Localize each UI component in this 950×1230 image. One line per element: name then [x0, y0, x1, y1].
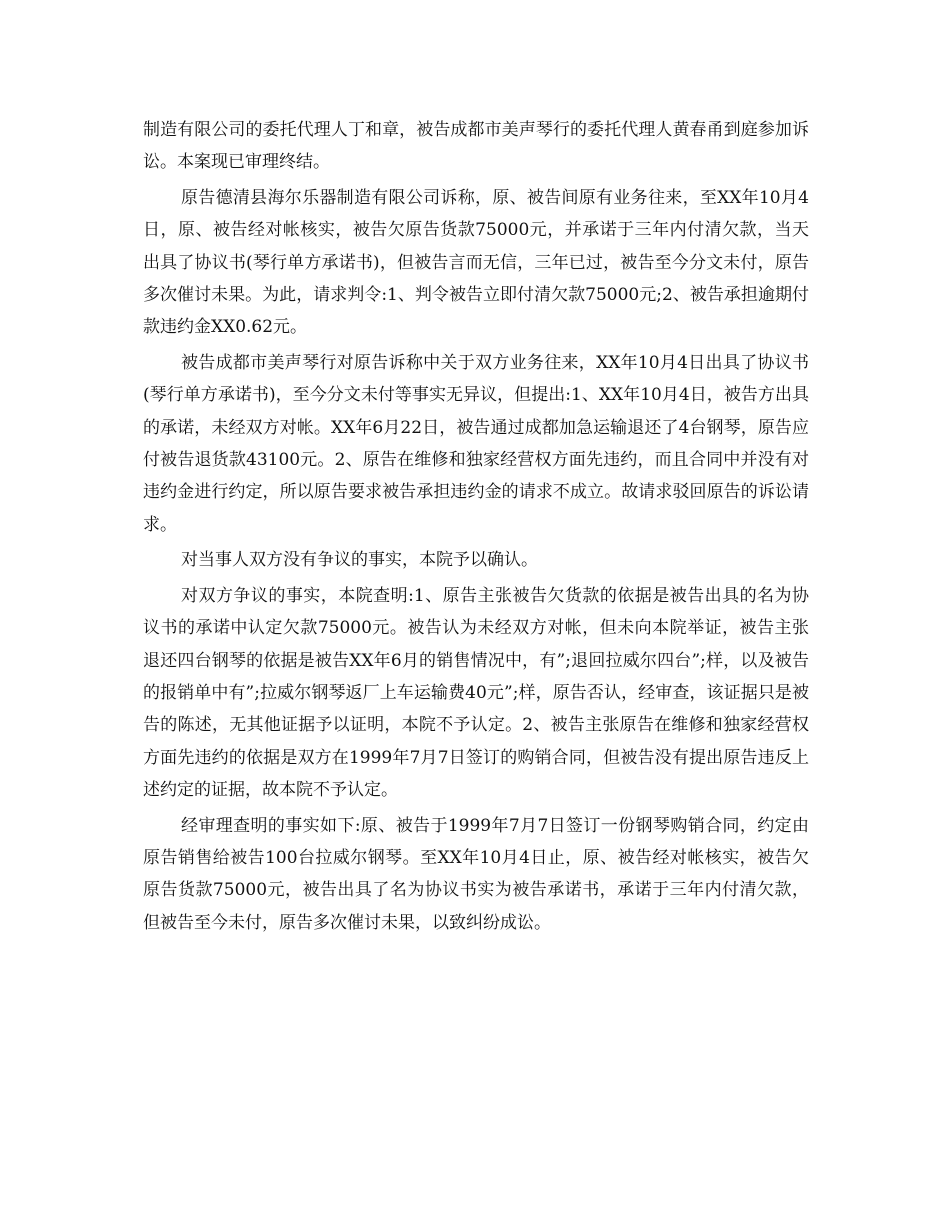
paragraph-2: 原告德清县海尔乐器制造有限公司诉称，原、被告间原有业务往来，至XX年10月4日，原、被告经对帐核实，被告欠原告货款75000元，并承诺于三年内付清欠款，当天出具了协议书(琴行单方承诺书)，但被告言而无信，三年已过，被告至今分文未付，原告多次催讨未果。为此，请求判令:1、判令被告立即付清欠款75000元;2、被告承担逾期付款违约金XX0.62元。: [143, 187, 809, 338]
paragraph-6: 经审理查明的事实如下:原、被告于1999年7月7日签订一份钢琴购销合同，约定由原告销售给被告100台拉威尔钢琴。至XX年10月4日止，原、被告经对帐核实，被告欠原告货款75000元，被告出具了名为协议书实为被告承诺书，承诺于三年内付清欠款，但被告至今未付，原告多次催讨未果，以致纠纷成讼。: [143, 815, 809, 933]
paragraph-5: 对双方争议的事实，本院查明:1、原告主张被告欠货款的依据是被告出具的名为协议书的承诺中认定欠款75000元。被告认为未经双方对帐，但未向本院举证，被告主张退还四台钢琴的依据是被告XX年6月的销售情况中，有”;退回拉威尔四台”;样，以及被告的报销单中有”;拉威尔钢琴返厂上车运输费40元”;样，原告否认，经审查，该证据只是被告的陈述，无其他证据予以证明，本院不予认定。2、被告主张原告在维修和独家经营权方面先违约的依据是双方在1999年7月7日签订的购销合同，但被告没有提出原告违反上述约定的证据，故本院不予认定。: [143, 585, 809, 801]
paragraph-3: 被告成都市美声琴行对原告诉称中关于双方业务往来，XX年10月4日出具了协议书(琴行单方承诺书)，至今分文未付等事实无异议，但提出:1、XX年10月4日，被告方出具的承诺，未经双方对帐。XX年6月22日，被告通过成都加急运输退还了4台钢琴，原告应付被告退货款43100元。2、原告在维修和独家经营权方面先违约，而且合同中并没有对违约金进行约定，所以原告要求被告承担违约金的请求不成立。故请求驳回原告的诉讼请求。: [143, 352, 809, 535]
paragraph-4: 对当事人双方没有争议的事实，本院予以确认。: [181, 550, 538, 571]
document-body: [143, 114, 809, 942]
paragraph-1: 制造有限公司的委托代理人丁和章，被告成都市美声琴行的委托代理人黄春甬到庭参加诉讼。本案现已审理终结。: [143, 120, 809, 173]
